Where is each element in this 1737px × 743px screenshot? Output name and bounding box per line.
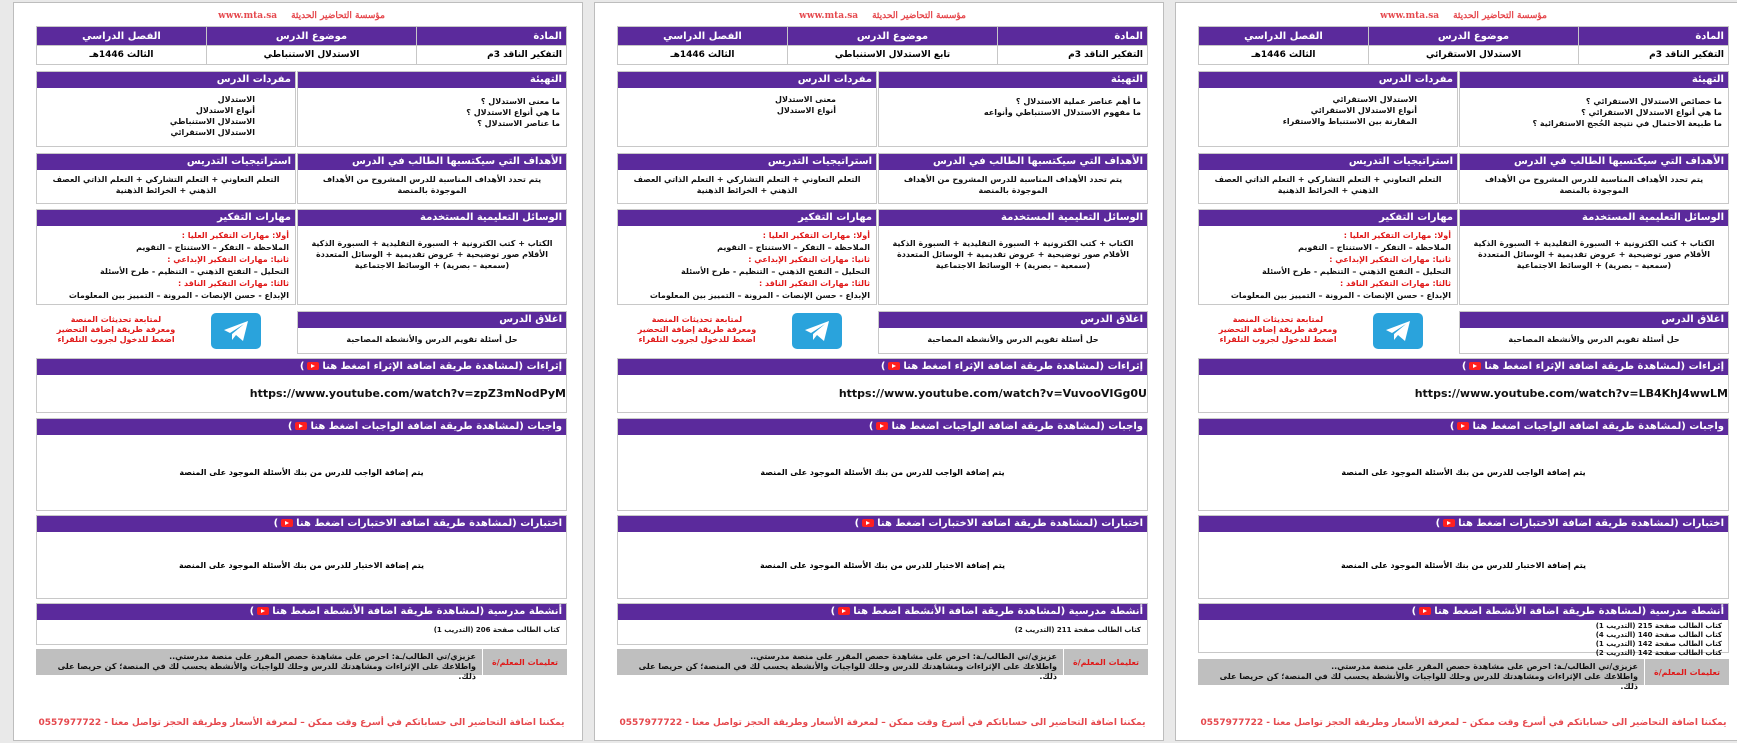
activities-header: أنشطة مدرسية (لمشاهدة طريقة اضافة الأنشطة اضغط هنا) [37, 604, 566, 620]
subject-value: التفكير الناقد 3م [998, 46, 1148, 65]
telegram-promo[interactable] [617, 311, 877, 354]
youtube-icon [888, 362, 900, 370]
strategies-text: التعلم التعاوني + التعلم التشاركي + التعلم الذاتي العصف الذهني + الخرائط الذهنية [633, 175, 861, 195]
tests-howto-link[interactable]: (لمشاهدة طريقة اضافة الاختبارات اضغط هنا) [1435, 518, 1679, 529]
text-line: ما هي أنواع الاستدلال الاستقرائي ؟ [1581, 108, 1722, 117]
text-line: كتاب الطالب صفحة 206 (التدريب 1) [433, 626, 560, 634]
page-footer: يمكننا اضافة التحاضير الى حساباتكم في أسرع وقت ممكن – لمعرفة الأسعار وطريقة الحجز تواصل معنا - 0557977722 [619, 718, 1146, 728]
page-top-banner: مؤسسة التحاضير الحديثةwww.mta.sa [799, 11, 966, 21]
teacher-notes-label: تعليمات المعلم/ة [1644, 659, 1729, 685]
activities-box [617, 603, 1148, 645]
text-line: اضغط للدخول لجروب التلقراء [1219, 335, 1337, 344]
goals-text: يتم تحدد الأهداف المناسبة للدرس المشروح من الأهداف الموجودة بالمنصة [1484, 175, 1704, 195]
youtube-icon [1419, 607, 1431, 615]
text-line: كتاب الطالب صفحة 215 (التدريب 1) [1595, 622, 1722, 630]
text-line: ما أهم عناصر عملية الاستدلال ؟ [1015, 97, 1141, 106]
goals-box [1459, 153, 1729, 204]
strategies-text: التعلم التعاوني + التعلم التشاركي + التعلم الذاتي العصف الذهني + الخرائط الذهنية [1214, 175, 1442, 195]
semester-value: الثالث 1446هـ [37, 46, 207, 65]
homework-howto-link[interactable]: (لمشاهدة طريقة اضافة الواجبات اضغط هنا) [868, 421, 1105, 432]
strategies-header: استراتيجيات التدريس [618, 154, 876, 170]
semester-value: الثالث 1446هـ [1199, 46, 1369, 65]
teacher-notes [617, 649, 1148, 681]
activities-howto-link[interactable]: (لمشاهدة طريقة اضافة الأنشطة اضغط هنا) [249, 606, 485, 617]
text-line: الاستدلال الاستقرائي [170, 128, 255, 137]
activities-header: أنشطة مدرسية (لمشاهدة طريقة اضافة الأنشطة اضغط هنا) [618, 604, 1147, 620]
semester-header: الفصل الدراسي [618, 27, 788, 46]
homework-text: يتم إضافة الواجب للدرس من بنك الأسئلة الموجود على المنصة [1341, 468, 1586, 477]
text-line: لمتابعة تحديثات المنصة [651, 315, 743, 324]
telegram-icon[interactable] [792, 313, 842, 349]
text-line: اضغط للدخول لجروب التلقراء [57, 335, 175, 344]
text-line: ما خصائص الاستدلال الاستقرائي ؟ [1585, 97, 1722, 106]
enrichment-box [36, 358, 567, 413]
text-line: معنى الاستدلال [775, 95, 836, 104]
goals-header: الأهداف التي سيكتسبها الطالب في الدرس [298, 154, 566, 170]
text-line: ما معنى الاستدلال ؟ [480, 97, 560, 106]
lesson-plan-page [13, 2, 583, 741]
text-line: واطلاعك على الإثراءات ومشاهدتك للدرس وحلك للواجبات والأنشطة يحسب لك في المنصة؛ كن حريصا على ذلك. [638, 662, 1057, 681]
tests-header: اختبارات (لمشاهدة طريقة اضافة الاختبارات اضغط هنا) [1199, 516, 1728, 532]
topic-value: الاستدلال الاستنباطي [207, 46, 417, 65]
tests-header: اختبارات (لمشاهدة طريقة اضافة الاختبارات اضغط هنا) [618, 516, 1147, 532]
warmup-box [1459, 71, 1729, 147]
lesson-plan-page [594, 2, 1164, 741]
topic-value: تابع الاستدلال الاستنباطي [788, 46, 998, 65]
thinking-header: مهارات التفكير [618, 210, 876, 226]
goals-box [297, 153, 567, 204]
page-top-banner: مؤسسة التحاضير الحديثةwww.mta.sa [1380, 11, 1547, 21]
strategies-text: التعلم التعاوني + التعلم التشاركي + التعلم الذاتي العصف الذهني + الخرائط الذهنية [52, 175, 280, 195]
subject-value: التفكير الناقد 3م [417, 46, 567, 65]
thinking-header: مهارات التفكير [1199, 210, 1457, 226]
text-line: لمتابعة تحديثات المنصة [1232, 315, 1324, 324]
text-line: ما طبيعة الاحتمال في نتيجة الحُجج الاستقرائية ؟ [1532, 119, 1722, 128]
homework-box [36, 418, 567, 511]
thinking-box: مهارات التفكير أولا: مهارات التفكير العليا : الملاحظة – التفكر – الاستنتاج – التقويم ثانيا: مهارات التفكير الإبداعي : التحليل – التفتح الذهني – التنظيم - طرح الأسئلة ثالثا: مهارات التفكير الناقد : الإبداع - حسن الإنصات - المرونة – التمييز بين المعلومات [36, 209, 296, 305]
text-line: عزيزي/تي الطالب/ـة: احرص على مشاهدة حصص المقرر على منصة مدرستي.. [1331, 662, 1638, 671]
teacher-notes-label: تعليمات المعلم/ة [482, 649, 567, 675]
goals-text: يتم تحدد الأهداف المناسبة للدرس المشروح من الأهداف الموجودة بالمنصة [322, 175, 542, 195]
tests-text: يتم إضافة الاختبار للدرس من بنك الأسئلة الموجود على المنصة [178, 560, 425, 570]
text-line: المقارنة بين الاستنباط والاستقراء [1282, 117, 1417, 126]
youtube-icon [838, 607, 850, 615]
enrichment-howto-link[interactable]: (لمشاهدة طريقة اضافة الإثراء اضغط هنا) [880, 361, 1105, 372]
lesson-plan-page [1175, 2, 1737, 741]
subject-header: المادة [1579, 27, 1729, 46]
lesson-info-table [36, 26, 567, 65]
enrichment-header: إثراءات (لمشاهدة طريقة اضافة الإثراء اضغط هنا) [37, 359, 566, 375]
text-line: أنواع الاستدلال [195, 106, 255, 115]
text-line: الاستدلال الاستقرائي [1332, 95, 1417, 104]
thinking-box: مهارات التفكير أولا: مهارات التفكير العليا : الملاحظة – التفكر – الاستنتاج – التقويم ثانيا: مهارات التفكير الإبداعي : التحليل – التفتح الذهني – التنظيم - طرح الأسئلة ثالثا: مهارات التفكير الناقد : الإبداع - حسن الإنصات - المرونة – التمييز بين المعلومات [1198, 209, 1458, 305]
text-line: واطلاعك على الإثراءات ومشاهدتك للدرس وحلك للواجبات والأنشطة يحسب لك في المنصة؛ كن حريصا على ذلك. [1219, 672, 1638, 691]
warmup-box [297, 71, 567, 147]
media-header: الوسائل التعليمية المستخدمة [298, 210, 566, 226]
activities-howto-link[interactable]: (لمشاهدة طريقة اضافة الأنشطة اضغط هنا) [830, 606, 1066, 617]
closing-text: حل أسئلة تقويم الدرس والأنشطة المصاحبة [927, 335, 1099, 344]
text-line: لمتابعة تحديثات المنصة [70, 315, 162, 324]
topic-header: موضوع الدرس [207, 27, 417, 46]
tests-box [1198, 515, 1729, 599]
vocab-header: مفردات الدرس [37, 72, 295, 88]
text-line: ما عناصر الاستدلال ؟ [477, 119, 560, 128]
media-box [878, 209, 1148, 305]
enrichment-header: إثراءات (لمشاهدة طريقة اضافة الإثراء اضغط هنا) [618, 359, 1147, 375]
activities-header: أنشطة مدرسية (لمشاهدة طريقة اضافة الأنشطة اضغط هنا) [1199, 604, 1728, 620]
closing-header: اغلاق الدرس [879, 312, 1147, 328]
tests-text: يتم إضافة الاختبار للدرس من بنك الأسئلة الموجود على المنصة [759, 560, 1006, 570]
youtube-icon [295, 422, 307, 430]
text-line: كتاب الطالب صفحة 140 (التدريب 4) [1595, 631, 1722, 639]
youtube-icon [876, 422, 888, 430]
subject-header: المادة [998, 27, 1148, 46]
topic-header: موضوع الدرس [788, 27, 998, 46]
strategies-header: استراتيجيات التدريس [37, 154, 295, 170]
media-text: الكتاب + كتب الكترونية + السبورة التقليدية + السبورة الذكية الأقلام صور توضيحية + عروض تقديمية + الوسائل المتعددة (سمعية – بصرية) + الوسائط الاجتماعية [892, 239, 1134, 270]
semester-header: الفصل الدراسي [37, 27, 207, 46]
text-line: كتاب الطالب صفحة 211 (التدريب 2) [1014, 626, 1141, 634]
enrichment-url[interactable]: https://www.youtube.com/watch?v=LB4KhJ4wwLM [1414, 387, 1728, 400]
goals-header: الأهداف التي سيكتسبها الطالب في الدرس [879, 154, 1147, 170]
tests-box [36, 515, 567, 599]
media-header: الوسائل التعليمية المستخدمة [1460, 210, 1728, 226]
enrichment-box [617, 358, 1148, 413]
thinking-box: مهارات التفكير أولا: مهارات التفكير العليا : الملاحظة – التفكر – الاستنتاج – التقويم ثانيا: مهارات التفكير الإبداعي : التحليل – التفتح الذهني – التنظيم - طرح الأسئلة ثالثا: مهارات التفكير الناقد : الإبداع - حسن الإنصات - المرونة – التمييز بين المعلومات [617, 209, 877, 305]
goals-box [878, 153, 1148, 204]
youtube-icon [1469, 362, 1481, 370]
vocab-box [1198, 71, 1458, 147]
page-footer: يمكننا اضافة التحاضير الى حساباتكم في أسرع وقت ممكن – لمعرفة الأسعار وطريقة الحجز تواصل معنا - 0557977722 [1200, 718, 1727, 728]
closing-box [297, 311, 567, 354]
homework-box [617, 418, 1148, 511]
goals-text: يتم تحدد الأهداف المناسبة للدرس المشروح من الأهداف الموجودة بالمنصة [903, 175, 1123, 195]
enrichment-header: إثراءات (لمشاهدة طريقة اضافة الإثراء اضغط هنا) [1199, 359, 1728, 375]
activities-box [1198, 603, 1729, 657]
text-line: عزيزي/تي الطالب/ـة: احرص على مشاهدة حصص المقرر على منصة مدرستي.. [169, 652, 476, 661]
warmup-box [878, 71, 1148, 147]
youtube-icon [862, 519, 874, 527]
homework-box [1198, 418, 1729, 511]
strategies-header: استراتيجيات التدريس [1199, 154, 1457, 170]
closing-text: حل أسئلة تقويم الدرس والأنشطة المصاحبة [1508, 335, 1680, 344]
youtube-icon [257, 607, 269, 615]
text-line: اضغط للدخول لجروب التلقراء [638, 335, 756, 344]
vocab-header: مفردات الدرس [618, 72, 876, 88]
page-top-banner: مؤسسة التحاضير الحديثةwww.mta.sa [218, 11, 385, 21]
warmup-header: التهيئة [298, 72, 566, 88]
semester-header: الفصل الدراسي [1199, 27, 1369, 46]
semester-value: الثالث 1446هـ [618, 46, 788, 65]
telegram-icon[interactable] [211, 313, 261, 349]
strategies-box [617, 153, 877, 204]
text-line: ومعرفة طريقة إضافة التحضير [56, 325, 176, 334]
media-text: الكتاب + كتب الكترونية + السبورة التقليدية + السبورة الذكية الأقلام صور توضيحية + عروض تقديمية + الوسائل المتعددة (سمعية – بصرية) + الوسائط الاجتماعية [1473, 239, 1715, 270]
enrichment-howto-link[interactable]: (لمشاهدة طريقة اضافة الإثراء اضغط هنا) [1461, 361, 1686, 372]
vocab-header: مفردات الدرس [1199, 72, 1457, 88]
text-line: ومعرفة طريقة إضافة التحضير [637, 325, 757, 334]
lesson-info-table [1198, 26, 1729, 65]
tests-howto-link[interactable]: (لمشاهدة طريقة اضافة الاختبارات اضغط هنا) [273, 518, 517, 529]
enrichment-box [1198, 358, 1729, 413]
youtube-icon [1443, 519, 1455, 527]
tests-box [617, 515, 1148, 599]
tests-howto-link[interactable]: (لمشاهدة طريقة اضافة الاختبارات اضغط هنا) [854, 518, 1098, 529]
closing-box [878, 311, 1148, 354]
closing-box [1459, 311, 1729, 354]
activities-howto-link[interactable]: (لمشاهدة طريقة اضافة الأنشطة اضغط هنا) [1411, 606, 1647, 617]
page-footer: يمكننا اضافة التحاضير الى حساباتكم في أسرع وقت ممكن – لمعرفة الأسعار وطريقة الحجز تواصل معنا - 0557977722 [38, 718, 565, 728]
text-line: أنواع الاستدلال [776, 106, 836, 115]
strategies-box [1198, 153, 1458, 204]
enrichment-url[interactable]: https://www.youtube.com/watch?v=zpZ3mNodPyM [249, 387, 566, 400]
homework-text: يتم إضافة الواجب للدرس من بنك الأسئلة الموجود على المنصة [760, 468, 1005, 477]
media-box [1459, 209, 1729, 305]
teacher-notes [1198, 659, 1729, 691]
media-text: الكتاب + كتب الكترونية + السبورة التقليدية + السبورة الذكية الأقلام صور توضيحية + عروض تقديمية + الوسائل المتعددة (سمعية – بصرية) + الوسائط الاجتماعية [311, 239, 553, 270]
media-header: الوسائل التعليمية المستخدمة [879, 210, 1147, 226]
tests-header: اختبارات (لمشاهدة طريقة اضافة الاختبارات اضغط هنا) [37, 516, 566, 532]
homework-header: واجبات (لمشاهدة طريقة اضافة الواجبات اضغط هنا) [1199, 419, 1728, 435]
homework-howto-link[interactable]: (لمشاهدة طريقة اضافة الواجبات اضغط هنا) [1449, 421, 1686, 432]
text-line: الاستدلال [217, 95, 255, 104]
teacher-notes [36, 649, 567, 681]
youtube-icon [1457, 422, 1469, 430]
youtube-icon [307, 362, 319, 370]
homework-header: واجبات (لمشاهدة طريقة اضافة الواجبات اضغط هنا) [37, 419, 566, 435]
closing-text: حل أسئلة تقويم الدرس والأنشطة المصاحبة [346, 335, 518, 344]
media-box [297, 209, 567, 305]
text-line: ومعرفة طريقة إضافة التحضير [1218, 325, 1338, 334]
topic-header: موضوع الدرس [1369, 27, 1579, 46]
text-line: كتاب الطالب صفحة 142 (التدريب 2) [1595, 649, 1722, 657]
text-line: واطلاعك على الإثراءات ومشاهدتك للدرس وحلك للواجبات والأنشطة يحسب لك في المنصة؛ كن حريصا على ذلك. [57, 662, 476, 681]
subject-header: المادة [417, 27, 567, 46]
text-line: كتاب الطالب صفحة 142 (التدريب 1) [1595, 640, 1722, 648]
youtube-icon [281, 519, 293, 527]
thinking-header: مهارات التفكير [37, 210, 295, 226]
closing-header: اغلاق الدرس [1460, 312, 1728, 328]
activities-box [36, 603, 567, 645]
homework-header: واجبات (لمشاهدة طريقة اضافة الواجبات اضغط هنا) [618, 419, 1147, 435]
strategies-box [36, 153, 296, 204]
telegram-promo[interactable] [36, 311, 296, 354]
closing-header: اغلاق الدرس [298, 312, 566, 328]
warmup-header: التهيئة [1460, 72, 1728, 88]
enrichment-url[interactable]: https://www.youtube.com/watch?v=VuvooVIGg0U [838, 387, 1147, 400]
tests-text: يتم إضافة الاختبار للدرس من بنك الأسئلة الموجود على المنصة [1340, 560, 1587, 570]
telegram-icon[interactable] [1373, 313, 1423, 349]
enrichment-howto-link[interactable]: (لمشاهدة طريقة اضافة الإثراء اضغط هنا) [299, 361, 524, 372]
teacher-notes-label: تعليمات المعلم/ة [1063, 649, 1148, 675]
text-line: الاستدلال الاستنباطي [169, 117, 255, 126]
subject-value: التفكير الناقد 3م [1579, 46, 1729, 65]
text-line: أنواع الاستدلال الاستقرائي [1310, 106, 1417, 115]
text-line: ما مفهوم الاستدلال الاستنباطي وأنواعه [983, 108, 1141, 117]
topic-value: الاستدلال الاستقرائي [1369, 46, 1579, 65]
vocab-box [617, 71, 877, 147]
lesson-info-table [617, 26, 1148, 65]
text-line: ما هي أنواع الاستدلال ؟ [466, 108, 560, 117]
vocab-box [36, 71, 296, 147]
goals-header: الأهداف التي سيكتسبها الطالب في الدرس [1460, 154, 1728, 170]
text-line: عزيزي/تي الطالب/ـة: احرص على مشاهدة حصص المقرر على منصة مدرستي.. [750, 652, 1057, 661]
homework-howto-link[interactable]: (لمشاهدة طريقة اضافة الواجبات اضغط هنا) [287, 421, 524, 432]
warmup-header: التهيئة [879, 72, 1147, 88]
homework-text: يتم إضافة الواجب للدرس من بنك الأسئلة الموجود على المنصة [179, 468, 424, 477]
telegram-promo[interactable] [1198, 311, 1458, 354]
